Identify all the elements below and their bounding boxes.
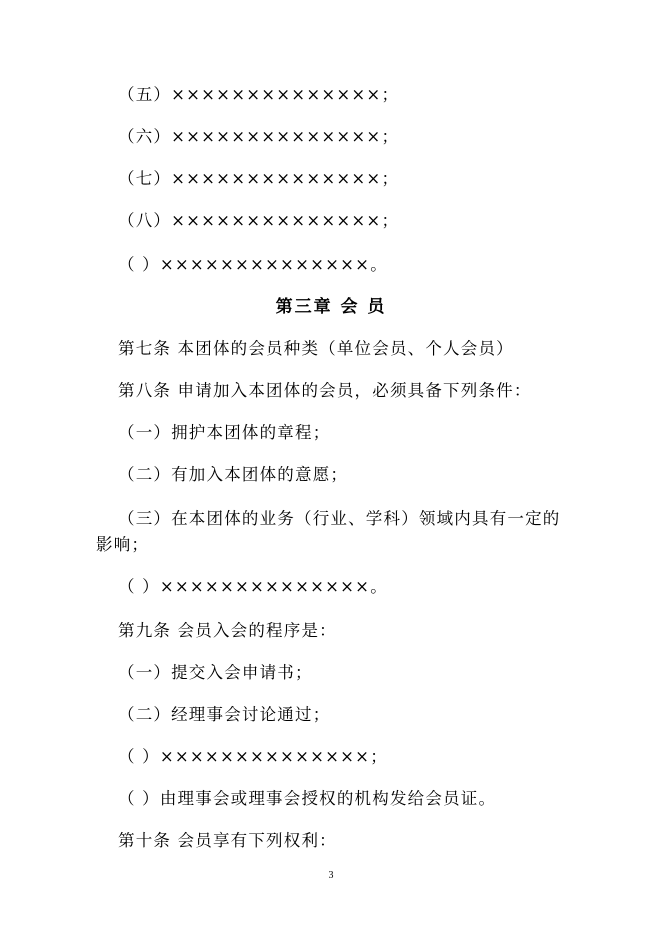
article-9-item-1: （一）提交入会申请书； xyxy=(118,663,313,682)
article-10: 第十条 会员享有下列权利： xyxy=(118,831,337,850)
article-9-item-4: （ ）由理事会或理事会授权的机构发给会员证。 xyxy=(118,789,497,808)
article-8-item-3-line-1: （三）在本团体的业务（行业、学科）领域内具有一定的 xyxy=(118,509,561,528)
chapter-heading: 第三章 会 员 xyxy=(275,297,387,317)
clause-item-7: （七）××××××××××××××； xyxy=(118,169,400,188)
article-8-item-2: （二）有加入本团体的意愿； xyxy=(118,465,349,484)
article-8-item-1: （一）拥护本团体的章程； xyxy=(118,423,331,442)
clause-item-8: （八）××××××××××××××； xyxy=(118,211,400,230)
clause-item-blank: （ ）××××××××××××××。 xyxy=(118,255,388,274)
article-8-item-3-line-2: 影响； xyxy=(96,535,150,554)
page-number: 3 xyxy=(328,870,334,881)
clause-item-5: （五）××××××××××××××； xyxy=(118,85,400,104)
article-9-item-2: （二）经理事会讨论通过； xyxy=(118,705,331,724)
article-8-item-blank: （ ）××××××××××××××。 xyxy=(118,577,388,596)
article-7: 第七条 本团体的会员种类（单位会员、个人会员） xyxy=(118,339,514,358)
article-9: 第九条 会员入会的程序是： xyxy=(118,621,337,640)
article-9-item-blank: （ ）××××××××××××××； xyxy=(118,747,388,766)
article-8: 第八条 申请加入本团体的会员，必须具备下列条件： xyxy=(118,381,532,400)
clause-item-6: （六）××××××××××××××； xyxy=(118,127,400,146)
